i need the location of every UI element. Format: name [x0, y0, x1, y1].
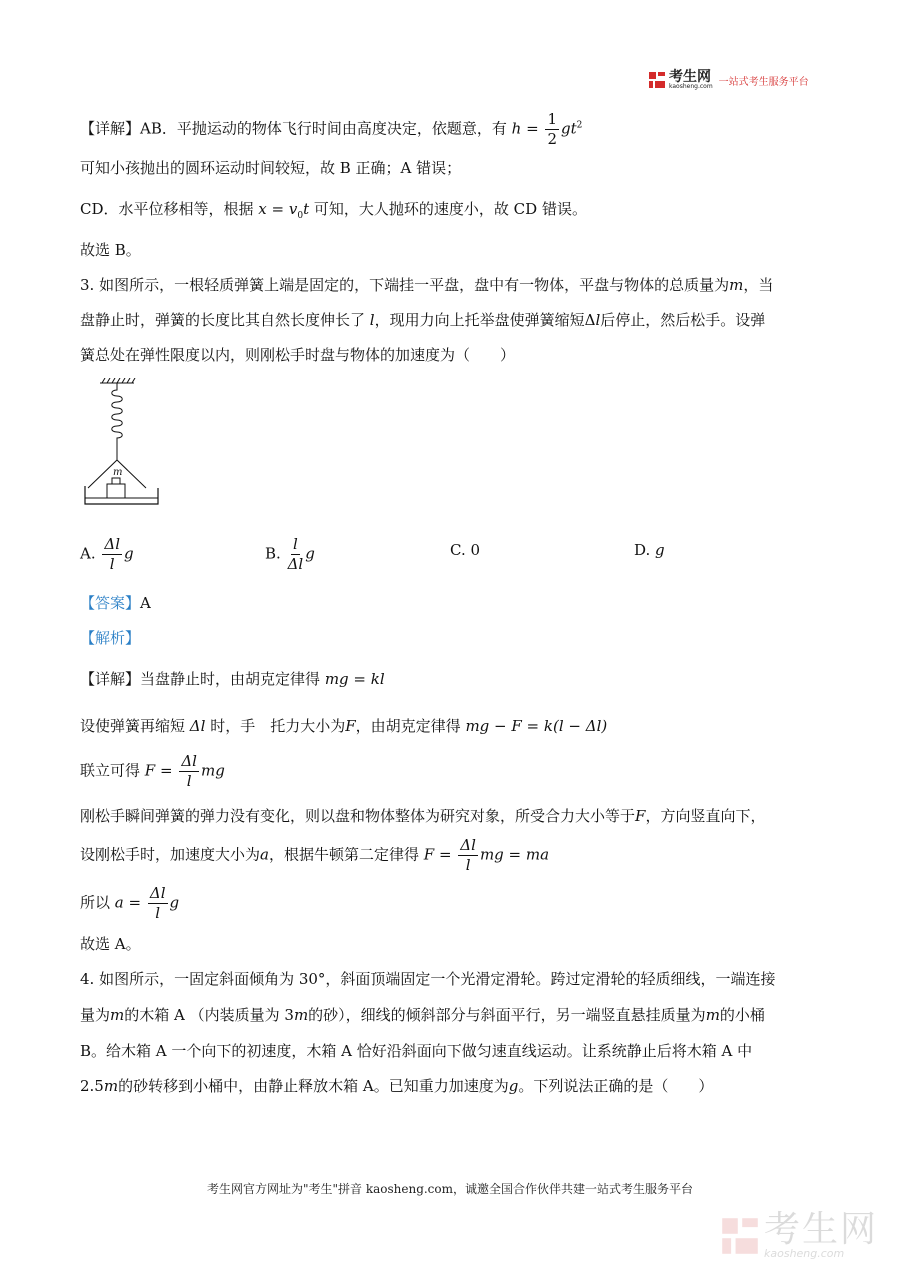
- q3-detail-4-F: F: [635, 807, 646, 825]
- ceiling-support: [100, 378, 135, 383]
- q2-formula-fraction: [545, 112, 559, 147]
- q3-stem-2a: 盘静止时，弹簧的长度比其自然长度伸长了: [80, 311, 366, 329]
- q3-detail-3a: 联立可得: [80, 761, 141, 780]
- q2-detail-text: AB．平抛运动的物体飞行时间由高度决定，依题意，有: [140, 119, 507, 138]
- q3-option-d[interactable]: [634, 540, 665, 560]
- q4-line2-m2: m: [293, 1006, 309, 1024]
- q3-option-a[interactable]: [80, 537, 134, 572]
- q3-detail-line3: [80, 754, 225, 789]
- q3-detail-5b: ，根据牛顿第二定律得: [268, 845, 419, 864]
- q3-answer-line: [80, 593, 151, 613]
- kaosheng-logo-icon: [648, 71, 666, 89]
- q3-stem-l: l: [369, 311, 375, 329]
- q3-detail-5-fraction: [458, 838, 478, 873]
- q2-line3-t: t: [303, 200, 310, 218]
- q4-line2-m3: m: [705, 1006, 720, 1024]
- q3-stem-line2: [80, 310, 765, 330]
- q2-formula-h: h: [511, 119, 522, 138]
- q2-detail-line: [80, 112, 582, 147]
- q2-line2: 可知小孩抛出的圆环运动时间较短，故 B 正确；A 错误；: [80, 159, 462, 177]
- q3-detail-4a: 刚松手瞬间弹簧的弹力没有变化，则以盘和物体整体为研究对象，所受合力大小等于: [80, 807, 636, 825]
- q4-line4-c: 。下列说法正确的是（ ）: [518, 1077, 714, 1095]
- q3-detail-6a: 所以: [80, 893, 111, 912]
- q3-option-b-label: B.: [265, 544, 281, 563]
- q3-option-b[interactable]: [265, 537, 315, 572]
- mass-knob: [112, 478, 120, 484]
- header-logo: [648, 70, 809, 90]
- q2-frac-den: 2: [547, 130, 558, 148]
- spring-coil: [112, 383, 123, 460]
- watermark-url: kaosheng.com: [764, 1247, 845, 1260]
- q3-detail-2-F: F: [345, 717, 356, 735]
- q3-answer-label: 【答案】: [80, 594, 141, 612]
- q3-detail-2c: ，由胡克定律得: [355, 717, 461, 735]
- q3-detail-line2: [80, 716, 607, 736]
- q3-option-c[interactable]: C. 0: [450, 541, 481, 559]
- q3-detail-2b: 时，手 托力大小为: [210, 717, 346, 735]
- pan-tray: [85, 486, 158, 504]
- q3-detail-6-den: l: [155, 904, 161, 922]
- q3-option-a-fraction: [102, 537, 122, 572]
- q2-formula-gt: gt: [561, 119, 577, 138]
- q3-detail-1: 当盘静止时，由胡克定律得: [140, 670, 321, 688]
- q3-detail-2-dl: Δl: [189, 717, 206, 735]
- logo-url: kaosheng.com: [669, 83, 713, 90]
- q3-detail-5a: 设刚松手时，加速度大小为: [80, 845, 261, 864]
- q2-choice: 故选 B。: [80, 241, 141, 259]
- q3-detail-6-fraction: [148, 886, 168, 921]
- q4-line2-d: 的小桶: [719, 1006, 765, 1024]
- q3-spring-figure: [80, 378, 170, 508]
- q3-detail-5-tail: mg = ma: [479, 845, 550, 864]
- q3-option-d-label: D.: [634, 541, 651, 559]
- q4-line1: 4. 如图所示，一固定斜面倾角为 30°，斜面顶端固定一个光滑定滑轮。跨过定滑轮的轻质细线，一端连接: [80, 970, 776, 988]
- q3-detail-line5: [80, 838, 549, 873]
- q3-option-b-tail: g: [305, 544, 315, 563]
- q2-line3-sub: 0: [297, 211, 304, 221]
- q3-stem-1-end: ，当: [743, 276, 774, 294]
- q3-stem-line3: 簧总处在弹性限度以内，则刚松手时盘与物体的加速度为（ ）: [80, 346, 516, 364]
- q3-stem-2c: 后停止，然后松手。设弹: [600, 311, 766, 329]
- q3-option-d-tail: g: [655, 541, 665, 559]
- q3-detail-2-formula: mg − F = k(l − Δl): [465, 717, 608, 735]
- watermark-name: 考生网: [764, 1209, 879, 1250]
- q4-line4-a: 2.5: [80, 1077, 104, 1095]
- q2-line3-a: CD．水平位移相等，根据: [80, 200, 254, 218]
- q3-detail-3-num: Δl: [181, 752, 197, 770]
- q3-option-b-fraction: [288, 537, 304, 572]
- q4-line2-c: 的砂），细线的倾斜部分与斜面平行，另一端竖直悬挂质量为: [308, 1006, 706, 1024]
- q3-answer-value: A: [140, 594, 151, 612]
- q4-line4: [80, 1076, 713, 1096]
- q4-line2-m1: m: [110, 1006, 125, 1024]
- q3-detail-2a: 设使弹簧再缩短: [80, 717, 186, 735]
- q2-line3-eq: =: [266, 200, 289, 218]
- q3-detail-5-a: a: [260, 845, 269, 864]
- watermark: [720, 1209, 879, 1260]
- q3-detail-label: 【详解】: [80, 670, 141, 688]
- q3-detail-5-den: l: [465, 856, 471, 874]
- q4-line4-b: 的砂转移到小桶中，由静止释放木箱 A。已知重力加速度为: [118, 1077, 509, 1095]
- page-footer: 考生网官方网址为"考生"拼音 kaosheng.com，诚邀全国合作伙伴共建一站式考生服务平台: [206, 1182, 694, 1196]
- q3-option-a-den: l: [109, 555, 115, 573]
- q3-option-a-label: A.: [80, 544, 96, 563]
- q3-analysis-label: 【解析】: [80, 629, 141, 647]
- q3-option-a-num: Δl: [104, 535, 121, 553]
- q3-choice: 故选 A。: [80, 935, 141, 953]
- q2-line3-b: 可知，大人抛环的速度小，故 CD 错误。: [313, 200, 587, 218]
- q2-line3: [80, 199, 587, 226]
- logo-tagline: 一站式考生服务平台: [718, 76, 809, 88]
- watermark-logo-icon: [720, 1216, 760, 1256]
- q3-detail-3-tail: mg: [200, 761, 225, 780]
- q2-frac-num: 1: [547, 110, 558, 128]
- q2-line3-x: x: [258, 200, 267, 218]
- q3-stem-m: m: [729, 276, 744, 294]
- q3-detail-6-tail: g: [169, 893, 180, 912]
- q3-detail-3-den: l: [186, 772, 192, 790]
- q3-option-b-den: Δl: [287, 555, 304, 573]
- q2-formula-exp: 2: [576, 120, 583, 131]
- q3-detail-6-num: Δl: [149, 884, 166, 902]
- q4-line2-b: 的木箱 A （内装质量为 3: [124, 1006, 294, 1024]
- q3-detail-line1: [80, 669, 385, 689]
- q3-detail-5-lhs: F =: [423, 845, 452, 864]
- q4-line3: B。给木箱 A 一个向下的初速度，木箱 A 恰好沿斜面向下做匀速直线运动。让系统静止后将木箱 A 中: [80, 1042, 753, 1060]
- mass-block: [107, 484, 125, 498]
- q3-detail-line4: [80, 806, 765, 826]
- q2-detail-label: 【详解】: [80, 119, 141, 138]
- q4-line2-a: 量为: [80, 1006, 111, 1024]
- q3-detail-3-lhs: F =: [144, 761, 173, 780]
- logo-name: 考生网: [669, 69, 711, 85]
- q3-detail-1-formula: mg = kl: [324, 670, 385, 688]
- q2-formula-eq: =: [526, 119, 539, 138]
- q3-option-a-tail: g: [124, 544, 134, 563]
- q4-line4-m: m: [103, 1077, 119, 1095]
- q3-stem-l2: l: [595, 311, 601, 329]
- q4-line4-g: g: [508, 1077, 519, 1095]
- q3-stem-1: 3. 如图所示，一根轻质弹簧上端是固定的，下端挂一平盘，盘中有一物体，平盘与物体的总质量为: [80, 276, 730, 294]
- q3-detail-5-num: Δl: [460, 836, 476, 854]
- q3-stem-2b: ，现用力向上托举盘使弹簧缩短Δ: [374, 311, 596, 329]
- q3-detail-line6: [80, 886, 179, 921]
- mass-label: m: [113, 467, 123, 478]
- q3-stem-line1: [80, 275, 773, 295]
- q3-detail-6-lhs: a =: [114, 893, 142, 912]
- q3-detail-3-fraction: [179, 754, 199, 789]
- q3-option-b-num: l: [292, 535, 298, 553]
- q4-line2: [80, 1005, 765, 1025]
- q2-line3-v: v: [288, 200, 298, 218]
- q3-detail-4b: ，方向竖直向下，: [645, 807, 766, 825]
